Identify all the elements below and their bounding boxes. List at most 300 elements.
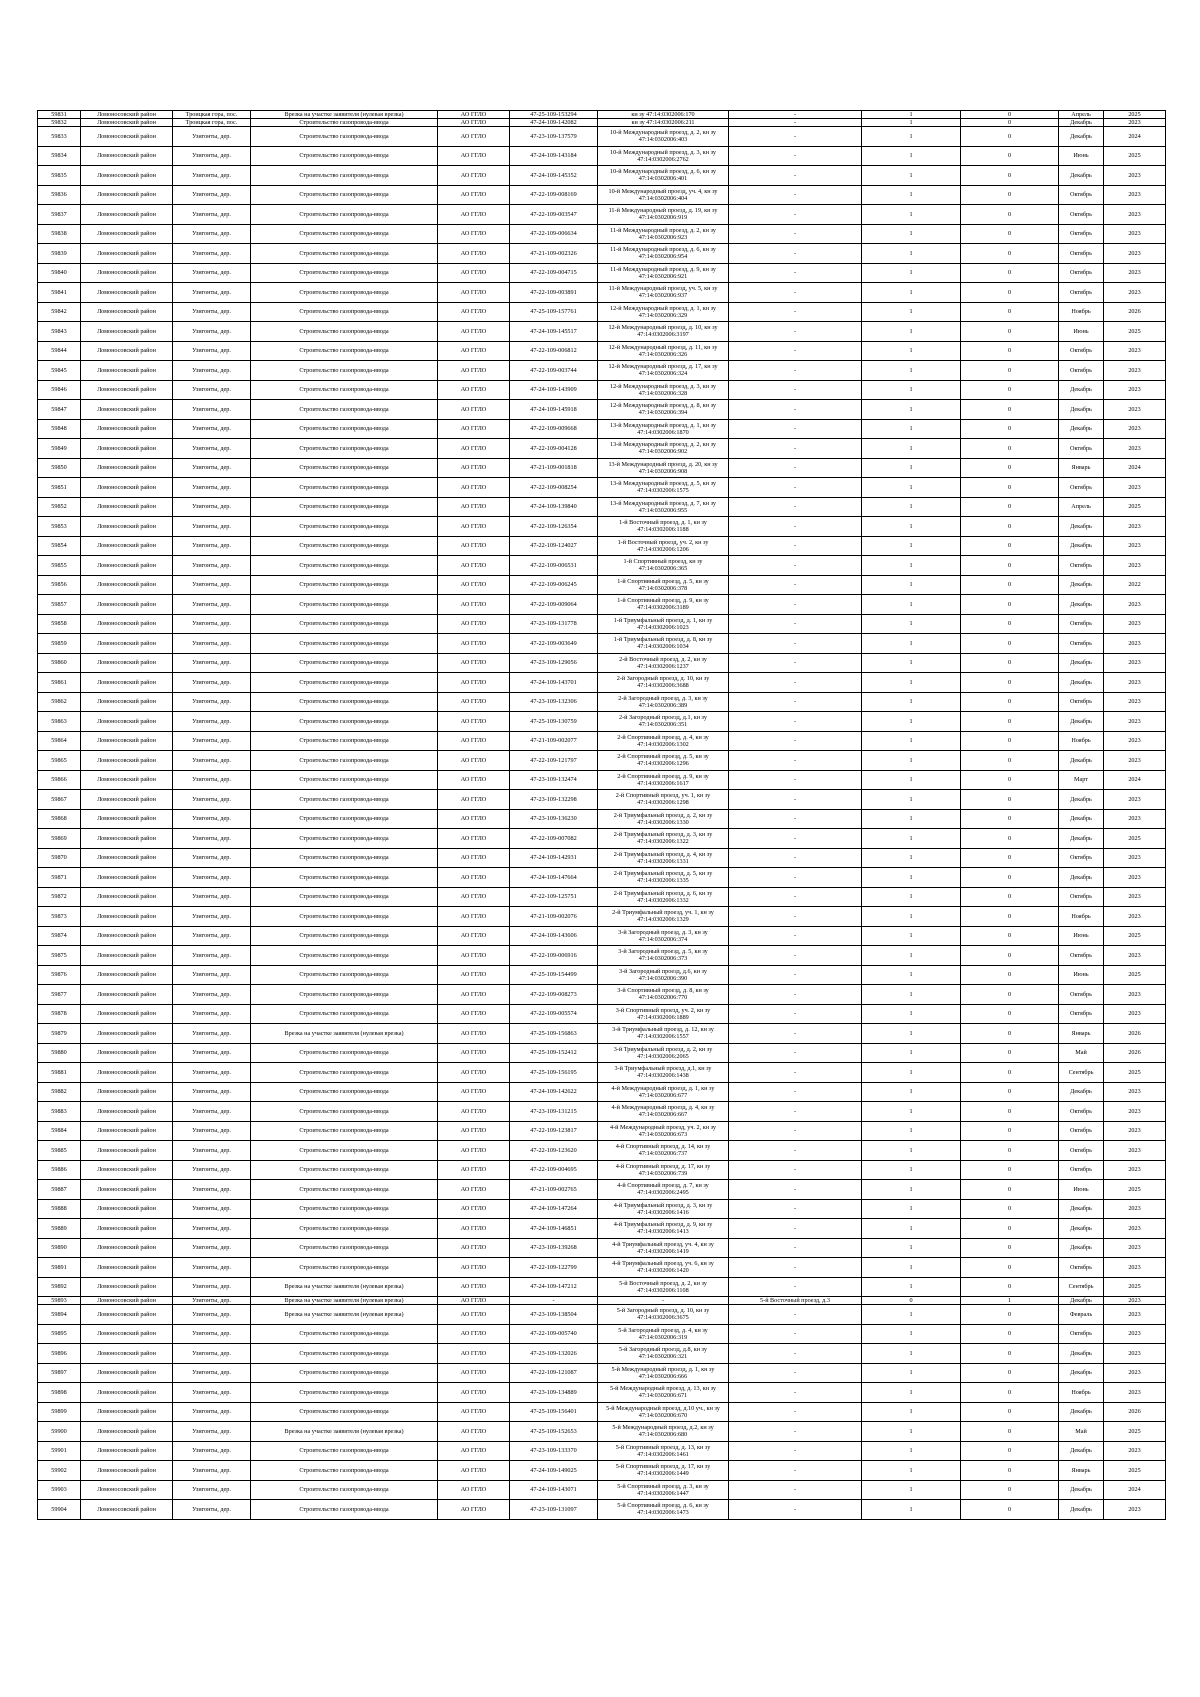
- address-cell: 11-й Международный проезд, д. 6, кн зу 47:14:0302006:954: [598, 244, 729, 264]
- address-cell: 5-й Восточный проезд, д. 2, кн зу 47:14:0302006:1108: [598, 1277, 729, 1297]
- organization-cell: АО ГГЛО: [438, 458, 510, 478]
- organization-cell: АО ГГЛО: [438, 517, 510, 537]
- district-cell: Ломоносовский район: [81, 887, 173, 907]
- row-number-cell: 59890: [38, 1238, 81, 1258]
- year-cell: 2023: [1104, 119, 1166, 127]
- address-cell: 3-й Триумфальный проезд, д.1, кн зу 47:14:0302006:1438: [598, 1063, 729, 1083]
- extra-address-cell: -: [729, 731, 862, 751]
- address-cell: 1-й Восточный проезд, д. 1, кн зу 47:14:0302006:1188: [598, 517, 729, 537]
- request-code-cell: 47-22-109-006634: [510, 224, 598, 244]
- work-type-cell: Строительство газопровода-ввода: [251, 1043, 438, 1063]
- month-cell: Декабрь: [1059, 1297, 1104, 1305]
- request-code-cell: 47-24-109-145352: [510, 166, 598, 186]
- table-row: [38, 1063, 1166, 1083]
- extra-address-cell: -: [729, 1043, 862, 1063]
- request-code-cell: 47-24-109-142931: [510, 848, 598, 868]
- request-code-cell: 47-25-109-152412: [510, 1043, 598, 1063]
- zero-connection-cell: 0: [961, 166, 1059, 186]
- organization-cell: АО ГГЛО: [438, 926, 510, 946]
- zero-connection-cell: 0: [961, 1219, 1059, 1239]
- organization-cell: АО ГГЛО: [438, 848, 510, 868]
- settlement-cell: Узигонты, дер.: [173, 1238, 251, 1258]
- row-number-cell: 59833: [38, 127, 81, 147]
- extra-address-cell: -: [729, 653, 862, 673]
- extra-address-cell: -: [729, 244, 862, 264]
- extra-address-cell: -: [729, 185, 862, 205]
- request-code-cell: 47-24-109-142082: [510, 119, 598, 127]
- month-cell: Октябрь: [1059, 439, 1104, 459]
- row-number-cell: 59859: [38, 634, 81, 654]
- row-number-cell: 59832: [38, 119, 81, 127]
- work-type-cell: Строительство газопровода-ввода: [251, 1363, 438, 1383]
- table-row: [38, 1121, 1166, 1141]
- zero-connection-cell: 0: [961, 595, 1059, 615]
- address-cell: 13-й Международный проезд, д. 1, кн зу 47:14:0302006:1870: [598, 419, 729, 439]
- request-code-cell: 47-22-109-008169: [510, 185, 598, 205]
- table-row: [38, 1082, 1166, 1102]
- zero-connection-cell: 0: [961, 1004, 1059, 1024]
- row-number-cell: 59875: [38, 946, 81, 966]
- organization-cell: АО ГГЛО: [438, 790, 510, 810]
- zero-connection-cell: 0: [961, 127, 1059, 147]
- work-type-cell: Строительство газопровода-ввода: [251, 1480, 438, 1500]
- year-cell: 2023: [1104, 1500, 1166, 1520]
- month-cell: Октябрь: [1059, 556, 1104, 576]
- table-row: [38, 556, 1166, 576]
- work-type-cell: Строительство газопровода-ввода: [251, 595, 438, 615]
- table-row: [38, 1297, 1166, 1305]
- organization-cell: АО ГГЛО: [438, 673, 510, 693]
- year-cell: 2025: [1104, 1277, 1166, 1297]
- settlement-cell: Узигонты, дер.: [173, 1422, 251, 1442]
- quantity-cell: 1: [862, 673, 961, 693]
- row-number-cell: 59870: [38, 848, 81, 868]
- extra-address-cell: -: [729, 1121, 862, 1141]
- month-cell: Декабрь: [1059, 166, 1104, 186]
- settlement-cell: Узигонты, дер.: [173, 1043, 251, 1063]
- work-type-cell: Строительство газопровода-ввода: [251, 185, 438, 205]
- zero-connection-cell: 0: [961, 965, 1059, 985]
- district-cell: Ломоносовский район: [81, 985, 173, 1005]
- request-code-cell: 47-23-109-131778: [510, 614, 598, 634]
- month-cell: Декабрь: [1059, 1344, 1104, 1364]
- organization-cell: АО ГГЛО: [438, 868, 510, 888]
- zero-connection-cell: 0: [961, 1363, 1059, 1383]
- work-type-cell: Строительство газопровода-ввода: [251, 653, 438, 673]
- work-type-cell: Строительство газопровода-ввода: [251, 751, 438, 771]
- year-cell: 2023: [1104, 1121, 1166, 1141]
- extra-address-cell: -: [729, 1063, 862, 1083]
- quantity-cell: 1: [862, 770, 961, 790]
- zero-connection-cell: 0: [961, 341, 1059, 361]
- settlement-cell: Узигонты, дер.: [173, 848, 251, 868]
- row-number-cell: 59873: [38, 907, 81, 927]
- settlement-cell: Узигонты, дер.: [173, 731, 251, 751]
- table-row: [38, 497, 1166, 517]
- request-code-cell: 47-22-109-123817: [510, 1121, 598, 1141]
- request-code-cell: 47-22-109-006531: [510, 556, 598, 576]
- quantity-cell: 1: [862, 634, 961, 654]
- month-cell: Ноябрь: [1059, 1383, 1104, 1403]
- extra-address-cell: -: [729, 166, 862, 186]
- table-row: [38, 458, 1166, 478]
- table-row: [38, 848, 1166, 868]
- table-row: [38, 1441, 1166, 1461]
- district-cell: Ломоносовский район: [81, 1160, 173, 1180]
- zero-connection-cell: 0: [961, 111, 1059, 119]
- district-cell: Ломоносовский район: [81, 614, 173, 634]
- organization-cell: АО ГГЛО: [438, 1238, 510, 1258]
- quantity-cell: 1: [862, 283, 961, 303]
- quantity-cell: 1: [862, 1363, 961, 1383]
- zero-connection-cell: 0: [961, 1102, 1059, 1122]
- extra-address-cell: -: [729, 283, 862, 303]
- quantity-cell: 1: [862, 712, 961, 732]
- settlement-cell: Узигонты, дер.: [173, 1180, 251, 1200]
- quantity-cell: 1: [862, 224, 961, 244]
- extra-address-cell: -: [729, 790, 862, 810]
- settlement-cell: Узигонты, дер.: [173, 1141, 251, 1161]
- month-cell: Декабрь: [1059, 790, 1104, 810]
- row-number-cell: 59887: [38, 1180, 81, 1200]
- address-cell: 5-й Международный проезд, д. 13, кн зу 47:14:0302006:671: [598, 1383, 729, 1403]
- work-type-cell: Строительство газопровода-ввода: [251, 634, 438, 654]
- district-cell: Ломоносовский район: [81, 1363, 173, 1383]
- month-cell: Октябрь: [1059, 1160, 1104, 1180]
- zero-connection-cell: 0: [961, 790, 1059, 810]
- zero-connection-cell: 0: [961, 712, 1059, 732]
- year-cell: 2023: [1104, 517, 1166, 537]
- request-code-cell: 47-22-109-006916: [510, 946, 598, 966]
- settlement-cell: Узигонты, дер.: [173, 302, 251, 322]
- settlement-cell: Узигонты, дер.: [173, 1402, 251, 1422]
- row-number-cell: 59865: [38, 751, 81, 771]
- settlement-cell: Узигонты, дер.: [173, 497, 251, 517]
- year-cell: 2023: [1104, 907, 1166, 927]
- quantity-cell: 1: [862, 1082, 961, 1102]
- row-number-cell: 59876: [38, 965, 81, 985]
- quantity-cell: 1: [862, 790, 961, 810]
- work-type-cell: Строительство газопровода-ввода: [251, 1461, 438, 1481]
- address-cell: 2-й Триумфальный проезд, д. 2, кн зу 47:14:0302006:1330: [598, 809, 729, 829]
- address-cell: 4-й Триумфальный проезд, д. 9, кн зу 47:14:0302006:1413: [598, 1219, 729, 1239]
- district-cell: Ломоносовский район: [81, 1344, 173, 1364]
- row-number-cell: 59856: [38, 575, 81, 595]
- table-row: [38, 536, 1166, 556]
- quantity-cell: 1: [862, 653, 961, 673]
- work-type-cell: Врезка на участке заявителя (нулевая врезка): [251, 1024, 438, 1044]
- row-number-cell: 59834: [38, 146, 81, 166]
- year-cell: 2025: [1104, 1063, 1166, 1083]
- work-type-cell: Строительство газопровода-ввода: [251, 965, 438, 985]
- row-number-cell: 59849: [38, 439, 81, 459]
- district-cell: Ломоносовский район: [81, 1121, 173, 1141]
- request-code-cell: 47-24-109-147664: [510, 868, 598, 888]
- address-cell: 2-й Триумфальный проезд, уч. 1, кн зу 47:14:0302006:1329: [598, 907, 729, 927]
- table-row: [38, 1004, 1166, 1024]
- year-cell: 2023: [1104, 1219, 1166, 1239]
- address-cell: 5-й Международный проезд, д.10 уч., кн зу 47:14:0302006:670: [598, 1402, 729, 1422]
- month-cell: Октябрь: [1059, 263, 1104, 283]
- address-cell: 3-й Загородный проезд, д. 3, кн зу 47:14:0302006:374: [598, 926, 729, 946]
- extra-address-cell: -: [729, 1383, 862, 1403]
- work-type-cell: Строительство газопровода-ввода: [251, 848, 438, 868]
- request-code-cell: 47-24-109-143184: [510, 146, 598, 166]
- table-row: [38, 166, 1166, 186]
- district-cell: Ломоносовский район: [81, 1441, 173, 1461]
- request-code-cell: 47-23-109-129056: [510, 653, 598, 673]
- settlement-cell: Узигонты, дер.: [173, 1383, 251, 1403]
- quantity-cell: 1: [862, 1219, 961, 1239]
- settlement-cell: Узигонты, дер.: [173, 1160, 251, 1180]
- zero-connection-cell: 0: [961, 419, 1059, 439]
- year-cell: 2023: [1104, 985, 1166, 1005]
- quantity-cell: 1: [862, 556, 961, 576]
- organization-cell: АО ГГЛО: [438, 1500, 510, 1520]
- work-type-cell: Строительство газопровода-ввода: [251, 731, 438, 751]
- organization-cell: АО ГГЛО: [438, 1422, 510, 1442]
- zero-connection-cell: 0: [961, 985, 1059, 1005]
- organization-cell: АО ГГЛО: [438, 692, 510, 712]
- settlement-cell: Узигонты, дер.: [173, 185, 251, 205]
- work-type-cell: Строительство газопровода-ввода: [251, 1082, 438, 1102]
- request-code-cell: 47-24-109-143071: [510, 1480, 598, 1500]
- table-row: [38, 380, 1166, 400]
- address-cell: 5-й Спортивный проезд, д. 13, кн зу 47:14:0302006:1461: [598, 1441, 729, 1461]
- settlement-cell: Узигонты, дер.: [173, 946, 251, 966]
- quantity-cell: 1: [862, 322, 961, 342]
- quantity-cell: 1: [862, 1004, 961, 1024]
- quantity-cell: 1: [862, 119, 961, 127]
- month-cell: Сентябрь: [1059, 1063, 1104, 1083]
- settlement-cell: Узигонты, дер.: [173, 692, 251, 712]
- year-cell: 2023: [1104, 712, 1166, 732]
- row-number-cell: 59842: [38, 302, 81, 322]
- settlement-cell: Узигонты, дер.: [173, 1500, 251, 1520]
- table-row: [38, 926, 1166, 946]
- month-cell: Октябрь: [1059, 361, 1104, 381]
- district-cell: Ломоносовский район: [81, 770, 173, 790]
- settlement-cell: Узигонты, дер.: [173, 907, 251, 927]
- request-code-cell: 47-22-109-006245: [510, 575, 598, 595]
- row-number-cell: 59839: [38, 244, 81, 264]
- extra-address-cell: -: [729, 1141, 862, 1161]
- request-code-cell: 47-22-109-121087: [510, 1363, 598, 1383]
- settlement-cell: Узигонты, дер.: [173, 1219, 251, 1239]
- organization-cell: АО ГГЛО: [438, 1160, 510, 1180]
- work-type-cell: Строительство газопровода-ввода: [251, 127, 438, 147]
- settlement-cell: Узигонты, дер.: [173, 653, 251, 673]
- month-cell: Декабрь: [1059, 1082, 1104, 1102]
- district-cell: Ломоносовский район: [81, 205, 173, 225]
- settlement-cell: Узигонты, дер.: [173, 127, 251, 147]
- year-cell: 2026: [1104, 1402, 1166, 1422]
- table-row: [38, 1141, 1166, 1161]
- work-type-cell: Строительство газопровода-ввода: [251, 322, 438, 342]
- document-page: [37, 110, 1165, 1520]
- month-cell: Октябрь: [1059, 887, 1104, 907]
- address-cell: 5-й Загородный проезд, д.8, кн зу 47:14:0302006:321: [598, 1344, 729, 1364]
- extra-address-cell: -: [729, 634, 862, 654]
- district-cell: Ломоносовский район: [81, 244, 173, 264]
- quantity-cell: 1: [862, 1500, 961, 1520]
- organization-cell: АО ГГЛО: [438, 341, 510, 361]
- extra-address-cell: -: [729, 595, 862, 615]
- address-cell: 5-й Международный проезд, д.2, кн зу 47:14:0302006:680: [598, 1422, 729, 1442]
- row-number-cell: 59862: [38, 692, 81, 712]
- registry-table-body: [38, 111, 1166, 1520]
- month-cell: Октябрь: [1059, 1324, 1104, 1344]
- work-type-cell: Строительство газопровода-ввода: [251, 146, 438, 166]
- extra-address-cell: -: [729, 673, 862, 693]
- extra-address-cell: -: [729, 1363, 862, 1383]
- district-cell: Ломоносовский район: [81, 1305, 173, 1325]
- table-row: [38, 770, 1166, 790]
- row-number-cell: 59891: [38, 1258, 81, 1278]
- zero-connection-cell: 0: [961, 1383, 1059, 1403]
- quantity-cell: 1: [862, 1102, 961, 1122]
- extra-address-cell: -: [729, 1219, 862, 1239]
- settlement-cell: Узигонты, дер.: [173, 887, 251, 907]
- row-number-cell: 59841: [38, 283, 81, 303]
- year-cell: 2023: [1104, 946, 1166, 966]
- row-number-cell: 59879: [38, 1024, 81, 1044]
- address-cell: 3-й Триумфальный проезд, д. 2, кн зу 47:14:0302006:2065: [598, 1043, 729, 1063]
- organization-cell: АО ГГЛО: [438, 1102, 510, 1122]
- table-row: [38, 868, 1166, 888]
- address-cell: 10-й Международный проезд, д. 3, кн зу 47:14:0302006:2762: [598, 146, 729, 166]
- address-cell: 2-й Триумфальный проезд, д. 6, кн зу 47:14:0302006:1332: [598, 887, 729, 907]
- extra-address-cell: -: [729, 614, 862, 634]
- address-cell: 12-й Международный проезд, д. 10, кн зу 47:14:0302006:3197: [598, 322, 729, 342]
- district-cell: Ломоносовский район: [81, 731, 173, 751]
- address-cell: 3-й Спортивный проезд, уч. 2, кн зу 47:14:0302006:1889: [598, 1004, 729, 1024]
- work-type-cell: Строительство газопровода-ввода: [251, 907, 438, 927]
- organization-cell: АО ГГЛО: [438, 965, 510, 985]
- year-cell: 2023: [1104, 185, 1166, 205]
- zero-connection-cell: 0: [961, 751, 1059, 771]
- work-type-cell: Строительство газопровода-ввода: [251, 1324, 438, 1344]
- organization-cell: АО ГГЛО: [438, 1305, 510, 1325]
- work-type-cell: Врезка на участке заявителя (нулевая врезка): [251, 1422, 438, 1442]
- row-number-cell: 59896: [38, 1344, 81, 1364]
- request-code-cell: 47-24-109-146851: [510, 1219, 598, 1239]
- quantity-cell: 1: [862, 1277, 961, 1297]
- month-cell: Июнь: [1059, 926, 1104, 946]
- month-cell: Декабрь: [1059, 1363, 1104, 1383]
- zero-connection-cell: 0: [961, 692, 1059, 712]
- organization-cell: АО ГГЛО: [438, 731, 510, 751]
- quantity-cell: 1: [862, 1344, 961, 1364]
- settlement-cell: Узигонты, дер.: [173, 1344, 251, 1364]
- month-cell: Октябрь: [1059, 692, 1104, 712]
- table-row: [38, 1238, 1166, 1258]
- table-row: [38, 946, 1166, 966]
- address-cell: кн зу 47:14:0302006:170: [598, 111, 729, 119]
- work-type-cell: Строительство газопровода-ввода: [251, 244, 438, 264]
- work-type-cell: Строительство газопровода-ввода: [251, 458, 438, 478]
- extra-address-cell: -: [729, 712, 862, 732]
- extra-address-cell: -: [729, 1160, 862, 1180]
- quantity-cell: 1: [862, 244, 961, 264]
- settlement-cell: Узигонты, дер.: [173, 478, 251, 498]
- address-cell: 4-й Триумфальный проезд, уч. 6, кн зу 47:14:0302006:1420: [598, 1258, 729, 1278]
- settlement-cell: Узигонты, дер.: [173, 1082, 251, 1102]
- extra-address-cell: -: [729, 1180, 862, 1200]
- year-cell: 2023: [1104, 1383, 1166, 1403]
- organization-cell: АО ГГЛО: [438, 887, 510, 907]
- work-type-cell: Строительство газопровода-ввода: [251, 283, 438, 303]
- address-cell: 10-й Международный проезд, д. 6, кн зу 47:14:0302006:401: [598, 166, 729, 186]
- extra-address-cell: -: [729, 517, 862, 537]
- quantity-cell: 1: [862, 985, 961, 1005]
- zero-connection-cell: 0: [961, 361, 1059, 381]
- extra-address-cell: -: [729, 1441, 862, 1461]
- year-cell: 2023: [1104, 1141, 1166, 1161]
- request-code-cell: 47-21-109-002077: [510, 731, 598, 751]
- address-cell: 2-й Триумфальный проезд, д. 5, кн зу 47:14:0302006:1335: [598, 868, 729, 888]
- address-cell: 11-й Международный проезд, д. 2, кн зу 47:14:0302006:923: [598, 224, 729, 244]
- zero-connection-cell: 0: [961, 809, 1059, 829]
- settlement-cell: Узигонты, дер.: [173, 322, 251, 342]
- quantity-cell: 1: [862, 1063, 961, 1083]
- district-cell: Ломоносовский район: [81, 119, 173, 127]
- request-code-cell: 47-25-109-153294: [510, 111, 598, 119]
- address-cell: 3-й Загородный проезд, д. 5, кн зу 47:14:0302006:373: [598, 946, 729, 966]
- organization-cell: АО ГГЛО: [438, 1219, 510, 1239]
- year-cell: 2023: [1104, 634, 1166, 654]
- extra-address-cell: -: [729, 1480, 862, 1500]
- month-cell: Декабрь: [1059, 1402, 1104, 1422]
- quantity-cell: 1: [862, 185, 961, 205]
- zero-connection-cell: 0: [961, 1199, 1059, 1219]
- request-code-cell: 47-23-109-133370: [510, 1441, 598, 1461]
- extra-address-cell: -: [729, 556, 862, 576]
- zero-connection-cell: 0: [961, 1258, 1059, 1278]
- row-number-cell: 59880: [38, 1043, 81, 1063]
- address-cell: 4-й Международный проезд, уч. 2, кн зу 47:14:0302006:673: [598, 1121, 729, 1141]
- extra-address-cell: -: [729, 146, 862, 166]
- registry-table: [37, 110, 1166, 1520]
- quantity-cell: 1: [862, 497, 961, 517]
- quantity-cell: 1: [862, 731, 961, 751]
- zero-connection-cell: 0: [961, 1043, 1059, 1063]
- request-code-cell: 47-24-109-143909: [510, 380, 598, 400]
- address-cell: 5-й Спортивный проезд, д. 6, кн зу 47:14:0302006:1473: [598, 1500, 729, 1520]
- zero-connection-cell: 0: [961, 1180, 1059, 1200]
- month-cell: Декабрь: [1059, 1480, 1104, 1500]
- settlement-cell: Узигонты, дер.: [173, 1004, 251, 1024]
- row-number-cell: 59850: [38, 458, 81, 478]
- zero-connection-cell: 0: [961, 614, 1059, 634]
- month-cell: Октябрь: [1059, 478, 1104, 498]
- organization-cell: АО ГГЛО: [438, 361, 510, 381]
- month-cell: Декабрь: [1059, 119, 1104, 127]
- address-cell: 2-й Восточный проезд, д. 2, кн зу 47:14:0302006:1237: [598, 653, 729, 673]
- work-type-cell: Строительство газопровода-ввода: [251, 302, 438, 322]
- address-cell: 13-й Международный проезд, д. 5, кн зу 47:14:0302006:1575: [598, 478, 729, 498]
- table-row: [38, 809, 1166, 829]
- quantity-cell: 1: [862, 111, 961, 119]
- organization-cell: АО ГГЛО: [438, 575, 510, 595]
- request-code-cell: 47-21-109-002326: [510, 244, 598, 264]
- month-cell: Октябрь: [1059, 1258, 1104, 1278]
- address-cell: 2-й Спортивный проезд, д. 4, кн зу 47:14:0302006:1302: [598, 731, 729, 751]
- extra-address-cell: -: [729, 497, 862, 517]
- quantity-cell: 0: [862, 1297, 961, 1305]
- table-row: [38, 244, 1166, 264]
- organization-cell: АО ГГЛО: [438, 907, 510, 927]
